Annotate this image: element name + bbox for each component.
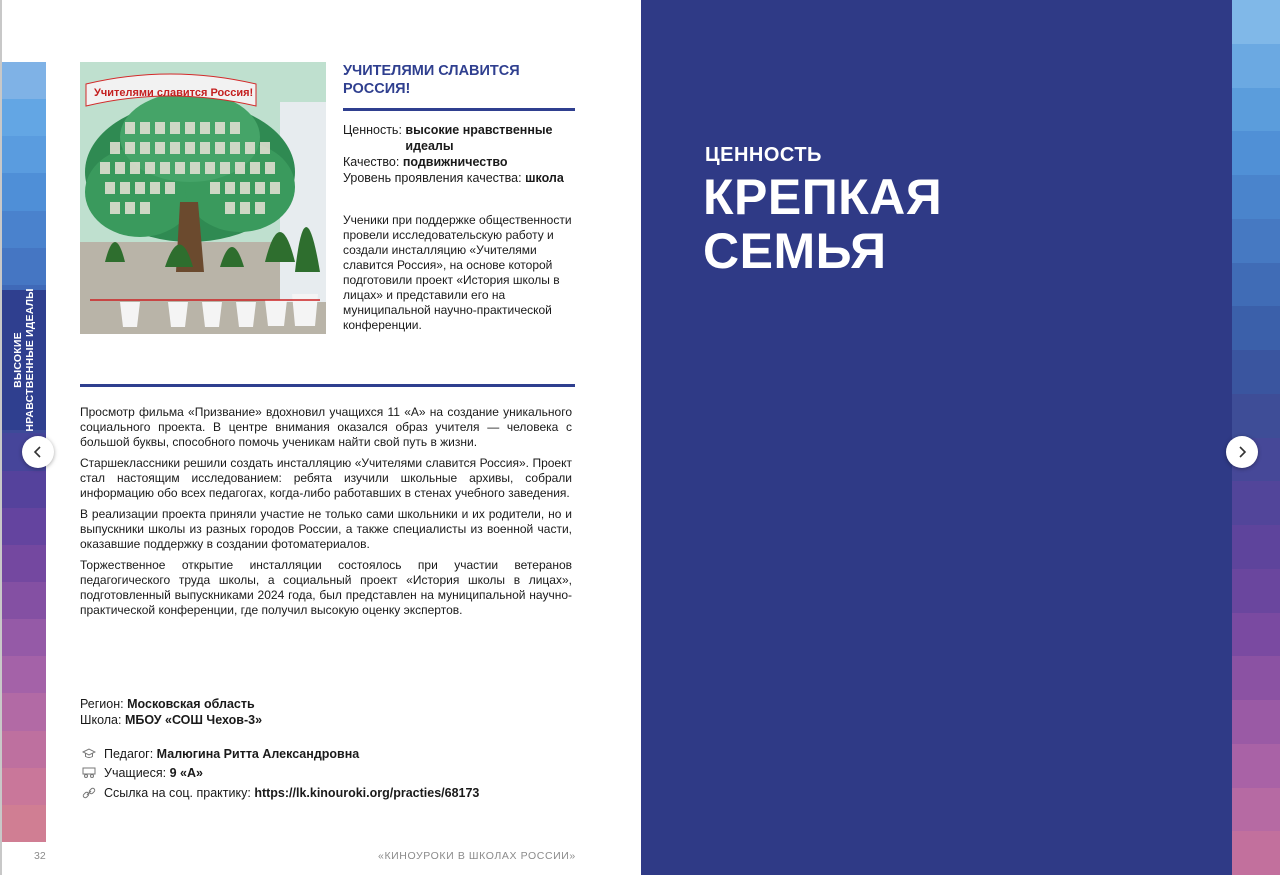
color-swatch	[1232, 700, 1280, 744]
school-value: МБОУ «СОШ Чехов-3»	[124, 713, 263, 727]
tree-installation-image	[80, 62, 326, 334]
footer-text: «КИНОУРОКИ В ШКОЛАХ РОССИИ»	[378, 850, 576, 862]
color-swatch	[1232, 350, 1280, 394]
prev-page-button[interactable]	[22, 436, 54, 468]
color-swatch	[1232, 306, 1280, 350]
color-swatch	[1232, 481, 1280, 525]
region-line: Регион: Московская область	[80, 697, 255, 711]
section-tab-label: ВЫСОКИЕ НРАВСТВЕННЫЕ ИДЕАЛЫ	[12, 288, 36, 432]
color-swatch	[1232, 219, 1280, 263]
value-text: высокие нравственные идеалы	[405, 123, 553, 153]
color-swatch	[1232, 0, 1280, 44]
paragraph: В реализации проекта приняли участие не только сами школьники и их родители, но и выпускники школы из разных городов России, а также специалисты из военной части, оказавшие поддержку в создании фотоматериалов.	[80, 507, 572, 551]
value-line: Ценность: высокие нравственные идеалы	[343, 122, 583, 154]
chevron-right-icon	[1236, 445, 1248, 459]
students-value: 9 «А»	[169, 766, 203, 780]
article-title: УЧИТЕЛЯМИ СЛАВИТСЯ РОССИЯ!	[343, 63, 520, 97]
link-icon	[80, 786, 98, 800]
color-swatch	[2, 656, 46, 693]
color-swatch	[1232, 569, 1280, 613]
teacher-line: Педагог: Малюгина Ритта Александровна	[80, 746, 359, 762]
level-text: школа	[525, 171, 564, 185]
page-number: 32	[34, 850, 46, 862]
color-swatch	[2, 619, 46, 656]
value-title: КРЕПКАЯ СЕМЬЯ	[703, 169, 943, 279]
color-swatch	[2, 508, 46, 545]
chevron-left-icon	[32, 445, 44, 459]
classroom-icon	[80, 766, 98, 780]
color-swatch	[1232, 263, 1280, 307]
title-divider	[343, 108, 575, 111]
banner-text: Учителями славится Россия!	[94, 87, 254, 99]
color-swatch	[2, 62, 46, 99]
color-swatch	[2, 471, 46, 508]
color-swatch	[1232, 131, 1280, 175]
graduation-cap-icon	[80, 747, 98, 761]
color-swatch	[2, 136, 46, 173]
body-text	[80, 405, 572, 624]
students-line: Учащиеся: 9 «А»	[80, 765, 203, 781]
color-swatch	[2, 545, 46, 582]
color-swatch	[1232, 788, 1280, 832]
paragraph: Старшеклассники решили создать инсталляцию «Учителями славится Россия». Проект стал настоящим исследованием: ребята изучили школьные архивы, собрали информацию обо всех педагогах, когда-либо работавших в стенах учебного заведения.	[80, 456, 572, 500]
link-line: Ссылка на соц. практику: https://lk.kinouroki.org/practies/68173	[80, 785, 479, 801]
paragraph: Торжественное открытие инсталляции состоялось при участии ветеранов педагогического труда школы, а социальный проект «История школы в лицах», подготовленный выпускниками 2024 года, был представлен на муниципальной научно-практической конференции, где получил высокую оценку экспертов.	[80, 558, 572, 617]
section-tab	[2, 290, 46, 430]
intro-paragraph: Ученики при поддержке общественности провели исследовательскую работу и создали инсталляцию «Учителями славится Россия», на основе которой подготовили проект «История школы в лицах» и представили его на муниципальной научно-практической конференции.	[343, 213, 572, 332]
color-swatch	[2, 731, 46, 768]
color-swatch	[2, 211, 46, 248]
article-photo	[80, 62, 326, 334]
color-swatch	[2, 99, 46, 136]
color-swatch	[1232, 656, 1280, 700]
color-swatch	[2, 173, 46, 210]
section-divider	[80, 384, 575, 387]
paragraph: Просмотр фильма «Призвание» вдохновил учащихся 11 «А» на создание уникального социального проекта. В центре внимания оказался образ учителя — человека с большой буквы, способного помочь ученикам найти свой путь в жизни.	[80, 405, 572, 449]
color-swatch	[2, 582, 46, 619]
color-swatch	[1232, 88, 1280, 132]
color-swatch	[1232, 744, 1280, 788]
practice-link[interactable]: https://lk.kinouroki.org/practies/68173	[254, 786, 480, 800]
color-swatch	[1232, 175, 1280, 219]
level-line: Уровень проявления качества: школа	[343, 171, 564, 185]
value-label: ЦЕННОСТЬ	[705, 144, 822, 166]
color-swatch	[2, 768, 46, 805]
quality-text: подвижничество	[402, 155, 508, 169]
color-swatch	[1232, 831, 1280, 875]
color-swatch	[2, 693, 46, 730]
right-page	[641, 0, 1232, 875]
region-value: Московская область	[127, 697, 255, 711]
color-swatch	[1232, 525, 1280, 569]
school-line: Школа: МБОУ «СОШ Чехов-3»	[80, 713, 263, 727]
teacher-value: Малюгина Ритта Александровна	[156, 747, 360, 761]
color-swatch	[2, 248, 46, 285]
color-swatch	[2, 805, 46, 842]
color-swatch	[1232, 613, 1280, 657]
color-swatch	[1232, 44, 1280, 88]
quality-line: Качество: подвижничество	[343, 155, 508, 169]
color-swatch	[1232, 394, 1280, 438]
next-page-button[interactable]	[1226, 436, 1258, 468]
